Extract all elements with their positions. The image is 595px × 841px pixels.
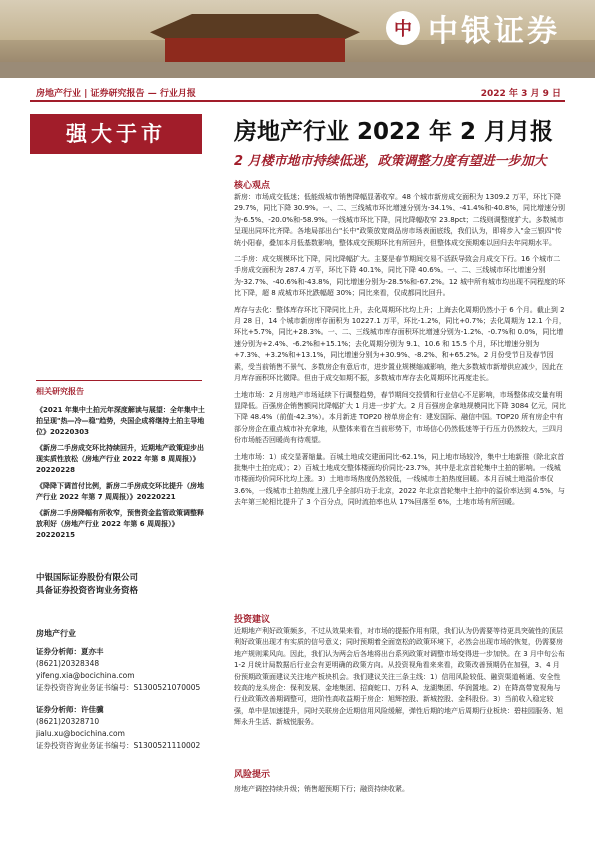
analyst-phone: (8621)20328710	[36, 717, 100, 726]
core-views-heading: 核心观点	[234, 181, 271, 191]
related-report-link[interactable]: 《2021 年集中土拍元年深度解读与展望：全年集中土拍呈现"热—冷—稳"趋势，央国企成将继持土拍主导地位》20220303	[36, 406, 205, 436]
company-name: 中银国际证券股份有限公司	[36, 573, 139, 583]
brand-name: 中银证券	[428, 14, 560, 49]
analyst-license: 证券投资咨询业务证书编号：S1300521110002	[36, 741, 201, 750]
paragraph-developers: 土地市场：2 月房地产市场延续下行调整趋势，春节期间交投情和行业信心不足影响，市场整体成交量有明显降低。百强房企销售额同比降幅扩大 1 月进一步扩大。2 月百强房企拿地规模同比下降 3084 亿元，同比下降 48.4%（前值-42.3%）。本月新进 TOP20 榜单房企有：建发国际、融信中国。TOP20 所有房企中有部分房企在重点城市补充拿地，从整体来看在当前形势下，市场信心仍然低迷等于行压力仍然较大，三四月份市场能否回暖尚有待观望。	[234, 390, 566, 445]
paragraph-inventory: 库存与去化：整体库存环比下降同比上升，去化周期环比均上升；上海去化周期仍然小于 6 个月。截止到 2 月 28 日，14 个城市新房库存面积为 10227.1 万平，环比-1.2%，同比+0.7%；去化周期为 12.1 个月，环比+5.7%，同比+28.3%。一、二、三线城市库存面积环比增速分别为-1.2%、-0.7%和 0.0%，同比增速分别为+2.4%、-6.2%和+15.1%；去化周期分别为 9.1、10.6 和 15.5 个月，环比增速分别为+7.3%、+3.2%和+13.1%，同比增速分别为+30.9%、-8.2%、和+65.2%。2 月份受节日及春节因素，受当前销售不景气、多数房企有意后市，进步置业规模缩减影响，绝大多数城市新增供应减少，因此在月库存面积环比微降。但由于成交如期不振，多数城市库存去化周期环比再度走长。	[234, 305, 566, 383]
investment-heading: 投资建议	[234, 615, 271, 625]
company-qualification: 具备证券投资咨询业务资格	[36, 586, 139, 596]
related-report-link[interactable]: 《新房二手房成交环比持续回升，近期地产政策迎步出现实质性放松（房地产行业 2022 年第 8 周周报）》20220228	[36, 444, 204, 474]
related-reports-heading: 相关研究报告	[36, 387, 84, 396]
palace-plaza-image	[0, 62, 595, 78]
header-banner	[0, 0, 595, 78]
analyst-license: 证券投资咨询业务证书编号：S1300521070005	[36, 683, 201, 692]
paragraph-land-market: 土地市场：1）成交显著缩量。百城土地成交建面同比-62.1%，同上地市场较冷，集中土地新推（除北京首批集中土拍完成）；2）百城土地成交整体楼面均价同比-23.7%，其中是北京首轮集中土拍的影响。一线城市楼面均价同环比均上涨。3）土地市场热度仍然较低，一线城市土拍热度回暖。本月百城土地溢价率仅 3.6%，一线城市土拍热度上涨几乎全部归功于北京，2022 年北京首轮集中土拍中的溢价率达到 4.5%，与去年第三轮相比提升了 3 个百分点，同时流拍率也从 17%回落至 6%，土地市场有所回暖。	[234, 452, 565, 507]
brand-logo	[386, 8, 591, 48]
boc-logo-icon: 中	[386, 11, 420, 45]
report-subtitle: 2 月楼市地市持续低迷，政策调整力度有望进一步加大	[234, 154, 547, 169]
analyst-name: 证券分析师：夏亦丰	[36, 647, 104, 656]
report-date: 2022 年 3 月 9 日	[480, 89, 561, 99]
risk-text: 房地产调控持续升级；销售超预期下行；融资持续收紧。	[234, 785, 409, 793]
rating-badge: 强大于市	[30, 114, 202, 154]
report-info-bar	[30, 84, 565, 102]
analyst-phone: (8621)20328348	[36, 659, 100, 668]
company-info	[36, 572, 206, 598]
analyst-email[interactable]: yifeng.xia@bocichina.com	[36, 671, 135, 680]
paragraph-second-hand: 二手房：成交规模环比下降，同比降幅扩大。主要是春节期间交易不活跃导致会月成交下行。16 个城市二手房成交面积为 287.4 万平，环比下降 40.1%，同比下降 40.6%。一、二、三线城市环比增速分别为-32.7%、-40.6%和-43.8%，同比增速分别为-28.5%和-67.2%。12 城中所有城市均出现不同程度的环比下降，超 8 成城市环比跌幅超 30%；同比来看，仅成都同比回升。	[234, 255, 565, 298]
related-reports-list	[36, 405, 206, 546]
report-title: 房地产行业 2022 年 2 月月报	[234, 119, 554, 145]
analyst-info	[36, 628, 211, 752]
analyst-email[interactable]: jialu.xu@bocichina.com	[36, 729, 125, 738]
related-report-link[interactable]: 《降降下调首付比例，新房二手房成交环比提升（房地产行业 2022 年第 7 周周报）》20220221	[36, 482, 204, 501]
risk-heading: 风险提示	[234, 770, 271, 780]
analyst-name: 证券分析师：许佳骥	[36, 705, 104, 714]
sector-label: 房地产行业	[36, 629, 76, 638]
paragraph-new-homes: 新房：市场成交低迷；低能级城市销售降幅显著收窄。48 个城市新房成交面积为 1309.2 万平，环比下降 29.7%，同比下降 30.9%。一、二、三线城市环比增速分别为-34.1%、-41.4%和-40.8%，同比增速分别为-6.5%、-20.0%和-58.9%。一线城市环比下降，同比降幅收窄 23.8pct；二线则调整度扩大。多数城市呈现出同环比齐降。各地局部出台"长中"政策放宽商品房市场表面底线，我们认为，即将步入"金三银四"传统小阳春，叠加本月低基数影响，整体成交预期环比有所回升，但整体成交预期难以回归去年同期水平。	[234, 193, 565, 247]
report-category: 房地产行业 | 证券研究报告 — 行业月报	[36, 89, 196, 99]
core-views-body	[234, 192, 566, 514]
related-report-link[interactable]: 《新房二手房降幅有所收窄，预售资金监管政策调整释放利好（房地产行业 2022 年第 6 周周报）》20220215	[36, 509, 204, 539]
investment-text: 近期地产利好政策频多，不过从效果来看，对市场的提振作用有限，我们认为仍需要等待更具突破性的顶层利好政策出现才有实质的信号意义；同时预期着全面宽松的政策环境下，必然会出现市场的恢复，仍需要房地产规则乘风向。因此，我们认为两会后各地将出台系列政策对调整市场变得进一步加快。在 3 月中旬公布 1-2 月统计局数据后行业会有更明确的政策方向。从投资视角看来来看，政策改善预期仍在加强，3、4 月份预期政策面建议关注地产板块机会。我们建议关注三条主线：1）信用风险较低、融资渠道畅通、安全性较高的龙头房企：保利发展、金地集团、招商蛇口、万科 A、龙湖集团、华润置地。2）在降高带宽视角与行业政策改善期调整可，进阶性高收益期于房企：旭辉控股、新城控股、金科股份。3）当前收入稳定较强，单中是加速提升，同时关联房企近期信用风险缓解，弹性后期的地产后周期行业板块：碧桂园服务、旭辉永升生活、新城悦服务。	[234, 627, 565, 727]
sidebar-divider	[36, 380, 202, 381]
